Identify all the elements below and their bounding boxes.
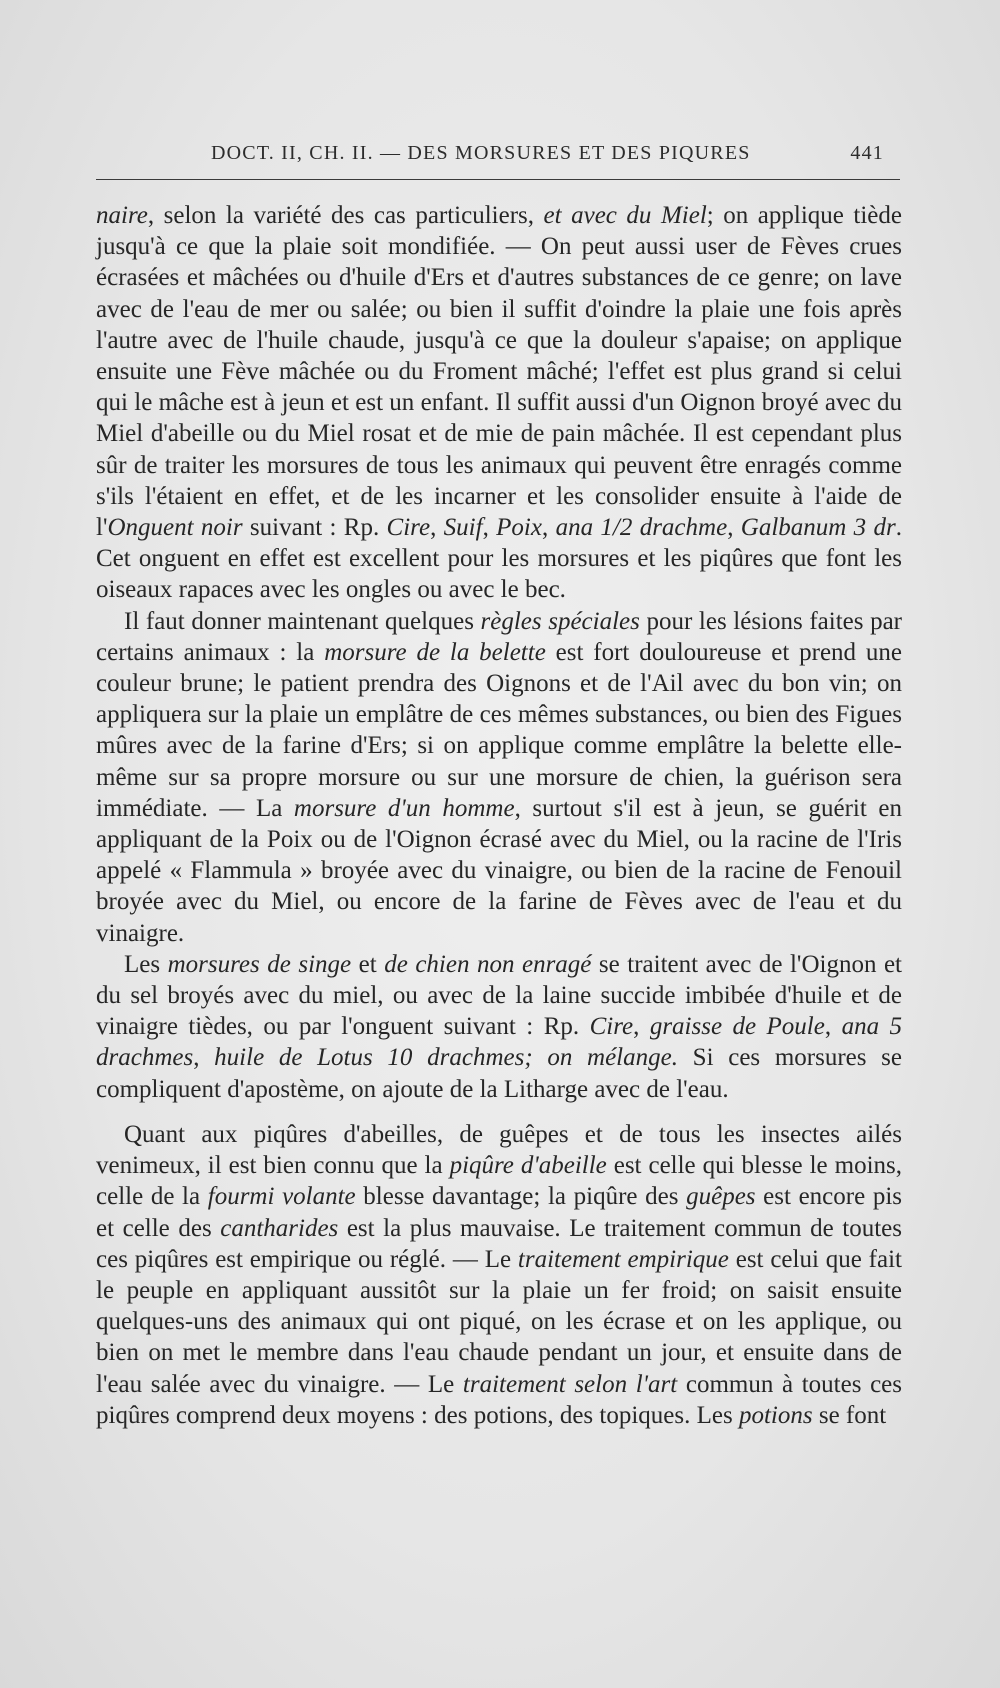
italic-text: guêpes	[686, 1183, 756, 1211]
body-text	[96, 200, 902, 1431]
text-run: Quant aux piqûres d'abeilles, de guêpes et de tous les insectes ailés venimeux, il est bien connu que la	[96, 1120, 902, 1180]
italic-text: ana 1/2 drachme	[555, 514, 728, 542]
text-run: ,	[824, 1013, 842, 1041]
text-run: est celui que fait le peuple en appliquant aussitôt sur la plaie un fer froid; on saisit ensuite quelques-uns des animaux qui ont piqué, on les écrase et on les applique, ou bien on met le membre dans l'eau chaude pendant un jour, et ensuite dans de l'eau salée avec du vinaigre. — Le	[96, 1245, 902, 1398]
italic-text: Onguent noir	[107, 514, 243, 542]
italic-text: fourmi volante	[207, 1183, 356, 1211]
italic-text: morsure de la belette	[324, 638, 546, 666]
italic-text: Cire	[589, 1013, 634, 1041]
italic-text: et avec du Miel	[543, 202, 707, 229]
text-run: Il faut donner maintenant quelques	[124, 607, 481, 635]
italic-text: ana 5 drachmes	[96, 1013, 903, 1072]
text-run: est encore pis et celle des	[96, 1183, 903, 1242]
text-run: ,	[430, 514, 444, 542]
italic-text: traitement selon l'art	[462, 1370, 678, 1398]
italic-text: règles spéciales	[480, 607, 640, 635]
text-run: commun à toutes ces piqûres comprend deux moyens : des potions, des topiques. Les	[96, 1370, 902, 1429]
text-run: ; on applique tiède jusqu'à ce que la plaie soit mondifiée. — On peut aussi user de Fèves crues écrasées et mâchées ou d'huile d'Ers et d'autres substances de ce genre; on lave avec de l'eau de mer ou salée; ou bien il suffit d'oindre la plaie une fois après l'autre avec de l'huile chaude, jusqu'à ce que la douleur s'apaise; on applique ensuite une Fève mâchée ou du Froment mâché; l'effet est plus grand si celui qui le mâche est à jeun et est un enfant. Il suffit aussi d'un Oignon broyé avec du Miel d'abeille ou du Miel rosat et de mie de pain mâchée. Il est cependant plus sûr de traiter les morsures de tous les animaux qui peuvent être enragés comme s'ils l'étaient en effet, et de les incarner et les consolider ensuite à l'aide de l'	[96, 202, 902, 542]
text-run: Si ces morsures se compliquent d'apostème, on ajoute de la Litharge avec de l'eau.	[96, 1044, 903, 1103]
running-title: DOCT. II, CH. II. — DES MORSURES ET DES PIQURES	[211, 142, 751, 164]
text-run: ,	[633, 1013, 650, 1041]
italic-text: cantharides	[220, 1214, 339, 1242]
text-run: , surtout s'il est à jeun, se guérit en appliquant de la Poix ou de l'Oignon écrasé avec du Miel, ou la racine de l'Iris appelé « Flammula » broyée avec du vinaigre, ou bien de la racine de Fenouil broyée avec du Miel, ou encore de la farine de Fèves avec de l'eau et du vinaigre.	[96, 794, 902, 947]
paragraph	[96, 606, 902, 949]
italic-text: morsures de singe	[167, 950, 352, 978]
paragraph	[96, 200, 902, 606]
page-number: 441	[850, 142, 884, 164]
text-run: . Cet onguent en effet est excellent pour les morsures et les piqûres que font les oiseaux rapaces avec les ongles ou avec le bec.	[96, 514, 902, 604]
text-run: blesse davantage; la piqûre des	[355, 1183, 687, 1211]
italic-text: Suif	[443, 514, 483, 542]
italic-text: potions	[738, 1401, 813, 1429]
italic-text: Galbanum 3 dr	[740, 514, 896, 542]
text-run: ,	[727, 514, 741, 542]
page-header	[96, 142, 884, 172]
header-rule	[96, 179, 900, 180]
paragraph	[96, 1119, 902, 1431]
text-run: , selon la variété des cas particuliers,	[147, 202, 544, 229]
text-run: est fort douloureuse et prend une couleur brune; le patient prendra des Oignons et de l'Ail avec du bon vin; on appliquera sur la plaie un emplâtre de ces mêmes substances, ou bien des Figues mûres avec de la farine d'Ers; si on applique comme emplâtre la belette elle-même sur sa propre morsure ou sur une morsure de chien, la guérison sera immédiate. — La	[96, 638, 903, 822]
paragraph	[96, 949, 902, 1105]
italic-text: graisse de Poule	[649, 1013, 825, 1041]
text-run: ,	[482, 514, 497, 542]
italic-text: piqûre d'abeille	[449, 1152, 607, 1180]
italic-text: huile de Lotus 10 drachmes; on mélange.	[214, 1044, 678, 1072]
text-run: suivant : Rp.	[242, 514, 387, 542]
text-run: ,	[193, 1044, 215, 1072]
italic-text: morsure d'un homme	[293, 794, 515, 822]
italic-text: Cire	[386, 514, 431, 542]
italic-text: Poix	[496, 514, 542, 542]
italic-text: de chien non enragé	[384, 950, 592, 978]
text-run: pour les lésions faites par certains animaux : la	[96, 607, 903, 666]
text-run: est la plus mauvaise. Le traitement commun de toutes ces piqûres est empirique ou réglé. — Le	[96, 1214, 902, 1273]
text-run: Les	[124, 950, 168, 978]
italic-text: naire	[96, 202, 148, 229]
text-run: se traitent avec de l'Oignon et du sel broyés avec du miel, ou avec de la laine succide imbibée d'huile et de vinaigre tièdes, ou par l'onguent suivant : Rp.	[96, 950, 902, 1041]
text-run: se font	[812, 1401, 887, 1429]
italic-text: traitement empirique	[517, 1245, 729, 1273]
text-run: et	[351, 950, 385, 978]
text-run: ,	[541, 514, 556, 542]
text-run: est celle qui blesse le moins, celle de la	[96, 1152, 902, 1211]
